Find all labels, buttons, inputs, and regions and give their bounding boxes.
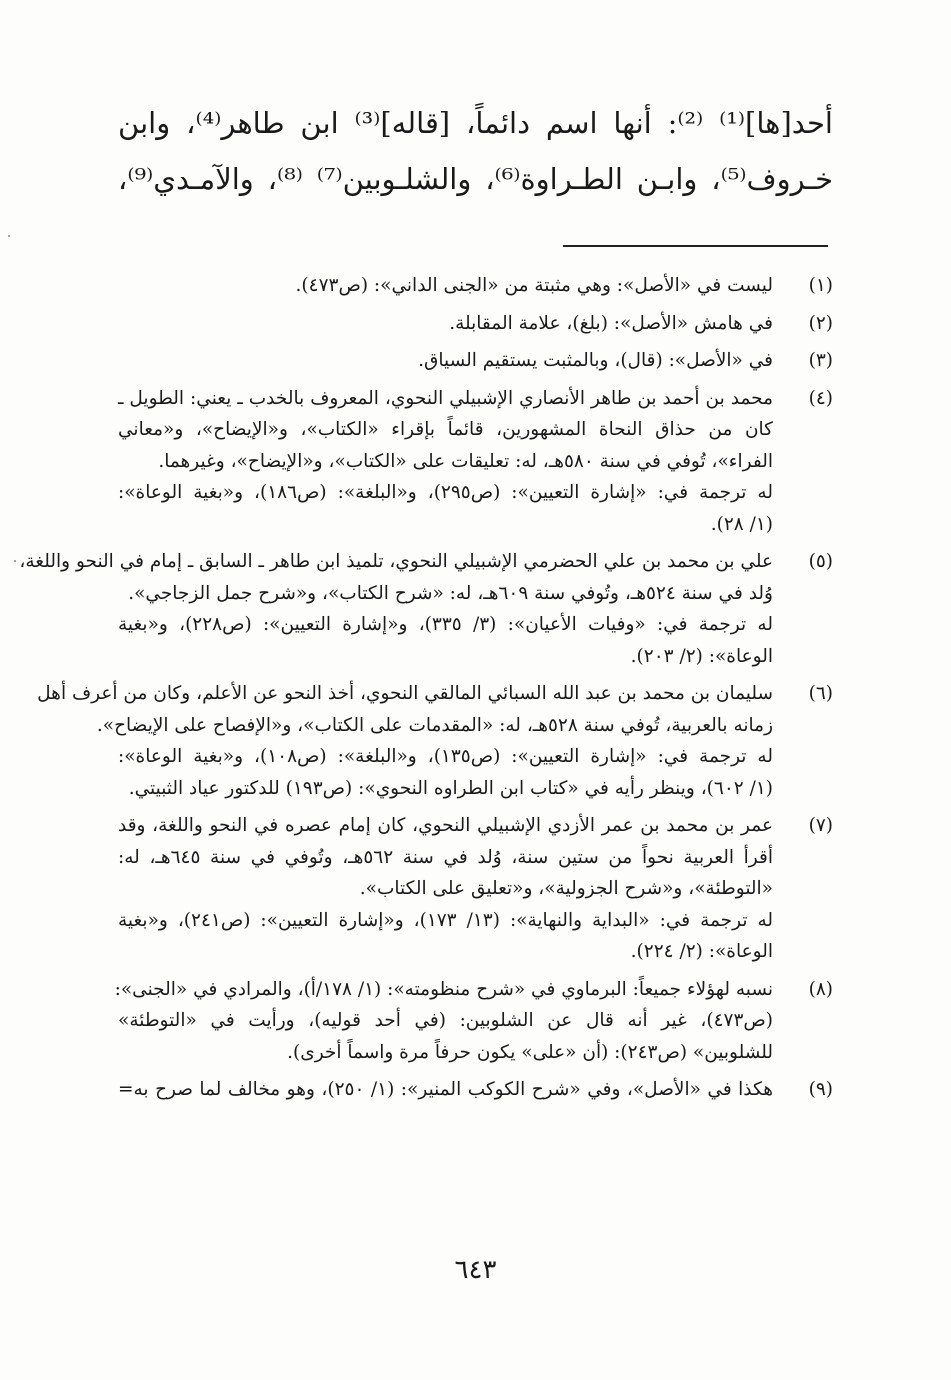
footnote-number: (٢) [808, 312, 833, 334]
footnote-line: له ترجمة في: «إشارة التعيين»: (ص٢٩٥)، و«البلغة»: (ص١٨٦)، و«بغية الوعاة»: [118, 482, 773, 503]
footnote-number: (٧) [808, 815, 833, 836]
footnote [118, 345, 833, 377]
main-text [118, 95, 833, 207]
footnote-line: الوعاة»: (٢/ ٢٠٣). [630, 645, 773, 667]
footnote-line: وُلد في سنة ٥٢٤هـ، وتُوفي سنة ٦٠٩هـ، له: «شرح الكتاب»، و«شرح جمل الزجاجي». [128, 582, 773, 604]
footnote-line: (١/ ٦٠٢)، وينظر رأيه في «كتاب ابن الطراوه النحوي»: (ص١٩٣) للدكتور عياد الثبيتي. [128, 777, 773, 799]
footnote-number: (٩) [808, 1079, 833, 1100]
footnote-line: له ترجمة في: «وفيات الأعيان»: (٣/ ٣٣٥)، و«إشارة التعيين»: (ص٢٢٨)، و«بغية [118, 614, 773, 635]
footnote-line: للشلوبين» (ص٢٤٣): (أن «على» يكون حرفاً مرة واسماً أخرى). [287, 1041, 773, 1063]
footnote [19, 546, 833, 672]
footnotes [19, 270, 833, 1106]
footnote-line: سليمان بن محمد بن عبد الله السبائي المالقي النحوي، أخذ النحو عن الأعلم، وكان من أعرف أهل [37, 683, 773, 704]
footnote-number: (٤) [808, 387, 833, 409]
footnote-line: علي بن محمد بن علي الحضرمي الإشبيلي النحوي، تلميذ ابن طاهر ـ السابق ـ إمام في النحو واللغة، [19, 551, 773, 572]
footnote-line: زمانه بالعربية، تُوفي سنة ٥٢٨هـ، له: «المقدمات على الكتاب»، و«الإفصاح على الإيضاح». [96, 714, 773, 736]
footnote-line: ليست في «الأصل»: وهي مثبتة من «الجنى الداني»: (ص٤٧٣). [295, 275, 773, 296]
footnote-line: في «الأصل»: (قال)، وبالمثبت يستقيم السياق. [418, 350, 773, 371]
footnote-line: محمد بن أحمد بن طاهر الأنصاري الإشبيلي النحوي، المعروف بالخدب ـ يعني: الطويل ـ [118, 387, 773, 409]
footnote-line: نسبه لهؤلاء جميعاً: البرماوي في «شرح منظومته»: (١/ ١٧٨/أ)، والمرادي في «الجنى»: [114, 978, 773, 1000]
footnote-line: في هامش «الأصل»: (بلغ)، علامة المقابلة. [449, 312, 773, 334]
footnote-number: (٨) [808, 978, 833, 1000]
footnote-line: أقرأ العربية نحواً من ستين سنة، وُلد في سنة ٥٦٢هـ، وتُوفي في سنة ٦٤٥هـ، له: [118, 846, 773, 868]
scan-speck [8, 235, 10, 237]
footnote [118, 270, 833, 302]
footnote [37, 678, 833, 804]
footnote-number: (٣) [808, 350, 833, 371]
footnote-line: (ص٤٧٣)، غير أنه قال عن الشلوبين: (في أحد قوليه)، ورأيت في «التوطئة» [118, 1010, 773, 1031]
footnote-line: «التوطئة»، و«شرح الجزولية»، و«تعليق على الكتاب». [359, 878, 773, 899]
page-number: ٦٤٣ [454, 1255, 497, 1285]
footnote [118, 383, 833, 541]
main-text-line: أحد[ها]⁽¹⁾ ⁽²⁾: أنها اسم دائماً، [قاله]⁽³⁾ ابن طاهر⁽⁴⁾، وابن [118, 106, 833, 140]
footnote-line: هكذا في «الأصل»، وفي «شرح الكوكب المنير»: (١/ ٢٥٠)، وهو مخالف لما صرح به= [118, 1079, 773, 1100]
footnote [118, 810, 833, 968]
footnote-line: عمر بن محمد بن عمر الأزدي الإشبيلي النحوي، كان إمام عصره في النحو واللغة، وقد [118, 815, 773, 836]
footnote [114, 974, 833, 1069]
footnote-number: (٥) [808, 551, 833, 572]
footnote-number: (١) [808, 275, 833, 296]
footnote-line: الفراء»، تُوفي في سنة ٥٨٠هـ، له: تعليقات على «الكتاب»، و«الإيضاح»، وغيرهما. [158, 450, 773, 472]
footnote-line: له ترجمة في: «إشارة التعيين»: (ص١٣٥)، و«البلغة»: (ص١٠٨)، و«بغية الوعاة»: [118, 746, 773, 767]
footnote-line: له ترجمة في: «البداية والنهاية»: (١٣/ ١٧٣)، و«إشارة التعيين»: (ص٢٤١)، و«بغية [118, 909, 774, 931]
scan-speck [14, 560, 16, 562]
footnote-line: (١/ ٢٨). [710, 513, 773, 535]
footnote-separator [563, 245, 828, 247]
footnote-line: الوعاة»: (٢/ ٢٢٤). [630, 941, 773, 962]
footnote [118, 1074, 833, 1106]
footnote [118, 308, 833, 340]
main-text-line: خـروف⁽⁵⁾، وابـن الطـراوة⁽⁶⁾، والشلـوبين⁽⁷⁾ ⁽⁸⁾، والآمـدي⁽⁹⁾، [118, 162, 834, 196]
footnote-number: (٦) [808, 683, 833, 704]
footnote-line: كان من حذاق النحاة المشهورين، قائماً بإقراء «الكتاب»، و«الإيضاح»، و«معاني [118, 419, 773, 440]
